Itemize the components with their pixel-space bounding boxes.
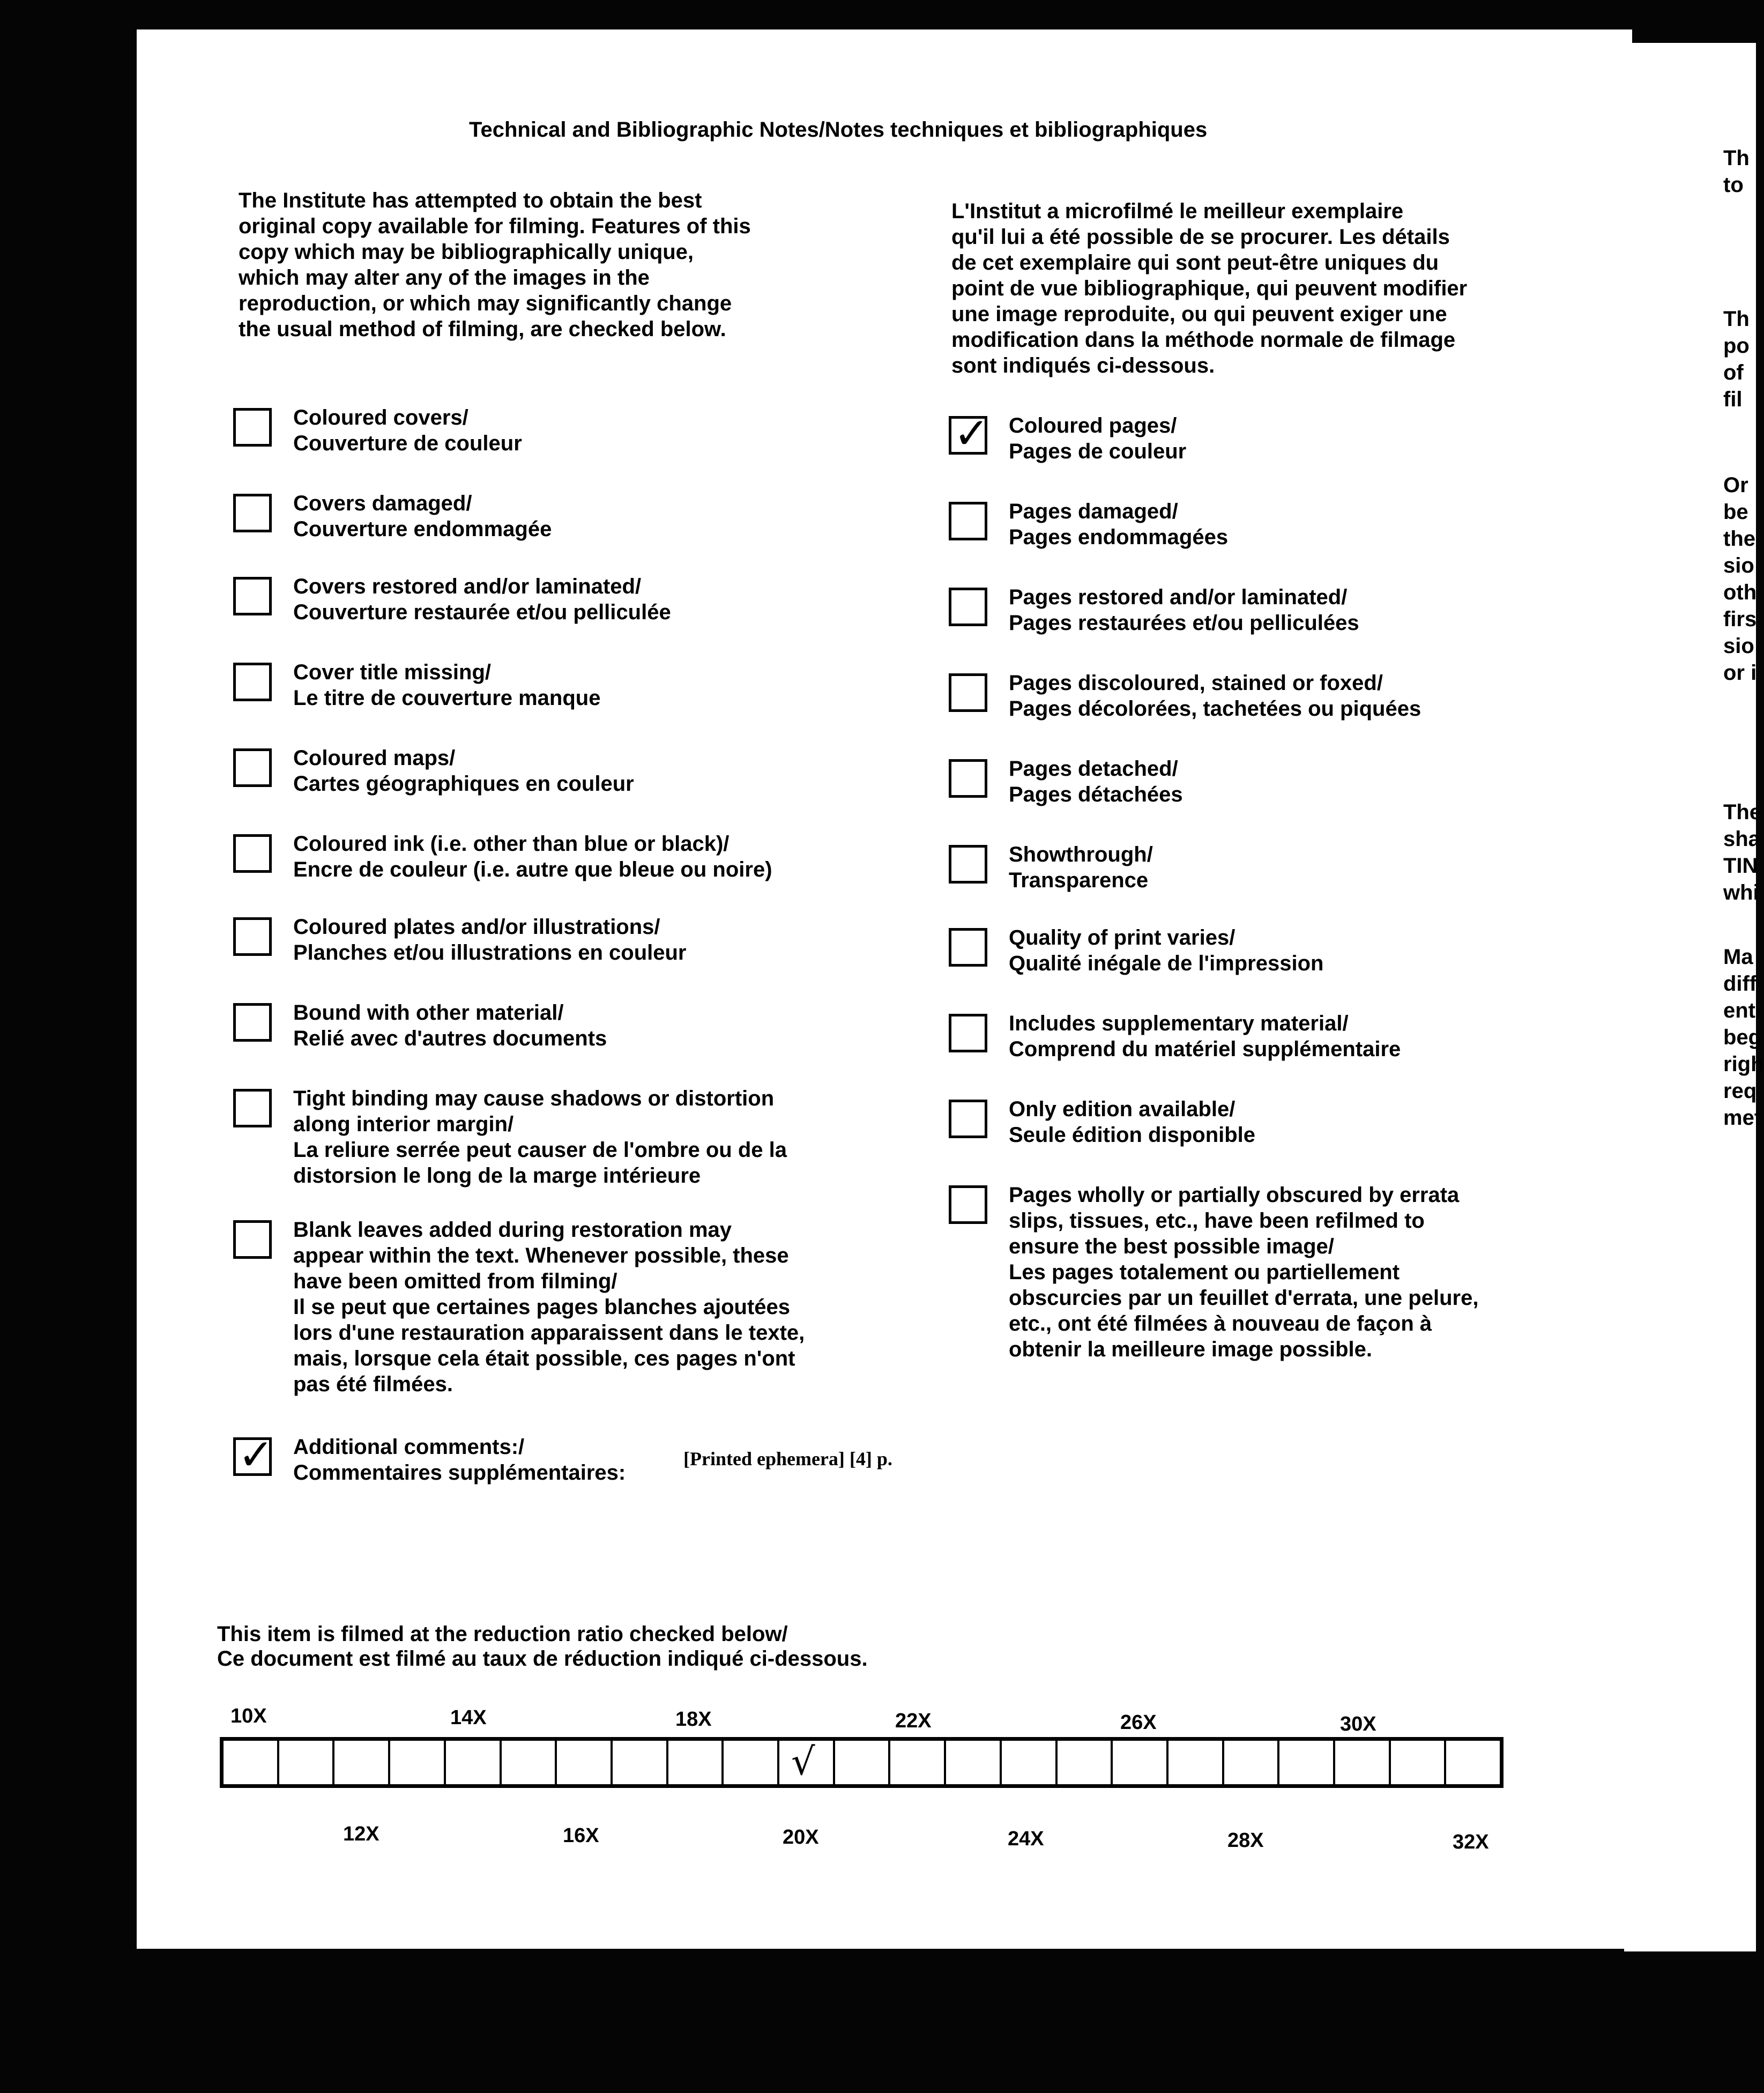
right-item <box>949 409 1187 464</box>
fragment-text: or i <box>1723 661 1757 685</box>
checkbox[interactable] <box>949 928 987 967</box>
left-item-label: Tight binding may cause shadows or distortion along interior margin/ La reliure serrée peut causer de l'ombre ou de la distorsion le long de la marge intérieure <box>293 1087 787 1187</box>
ratio-cell[interactable] <box>890 1741 946 1784</box>
left-item-label: Covers restored and/or laminated/ Couverture restaurée et/ou pelliculée <box>293 575 671 624</box>
ratio-cell[interactable] <box>1279 1741 1335 1784</box>
ratio-tick-label: 20X <box>783 1826 819 1849</box>
notes-page <box>137 29 1632 1949</box>
fragment-text: enti <box>1723 999 1762 1022</box>
right-item-label: Quality of print varies/ Qualité inégale de l'impression <box>1009 926 1324 975</box>
left-item <box>233 659 600 711</box>
checkbox[interactable] <box>949 845 987 884</box>
fragment-text: diff <box>1723 972 1757 996</box>
ratio-check-mark-icon: √ <box>791 1740 815 1784</box>
left-item <box>233 574 671 625</box>
ratio-cell[interactable] <box>668 1741 724 1784</box>
checkbox[interactable] <box>233 408 272 447</box>
fragment-text: righ <box>1723 1052 1764 1076</box>
adjacent-page-fragment <box>1624 43 1764 1951</box>
left-item-label: Cover title missing/ Le titre de couverture manque <box>293 660 601 710</box>
right-item <box>949 842 1153 893</box>
left-item-label: Bound with other material/ Relié avec d'autres documents <box>293 1001 607 1050</box>
ratio-tick-label: 22X <box>895 1710 932 1732</box>
ratio-cell[interactable] <box>724 1741 779 1784</box>
left-item <box>233 831 772 882</box>
checkbox[interactable] <box>949 502 987 540</box>
ratio-cell[interactable] <box>279 1741 335 1784</box>
ratio-cell[interactable] <box>835 1741 891 1784</box>
ratio-tick-label: 16X <box>563 1824 599 1847</box>
left-item <box>233 745 634 797</box>
ratio-tick-label: 28X <box>1227 1829 1264 1852</box>
check-mark-icon: ✓ <box>238 1430 274 1480</box>
fragment-text: Th <box>1723 146 1750 170</box>
ratio-cell[interactable] <box>1391 1741 1447 1784</box>
checkbox[interactable] <box>949 673 987 712</box>
left-item <box>233 1086 787 1189</box>
right-item <box>949 1096 1255 1148</box>
ratio-tick-label: 18X <box>675 1708 712 1731</box>
ratio-cell[interactable] <box>224 1741 279 1784</box>
right-item <box>949 925 1323 976</box>
checkbox[interactable] <box>233 834 272 873</box>
fragment-text: req <box>1723 1079 1757 1103</box>
fragment-text: met <box>1723 1106 1762 1130</box>
right-item-label: Showthrough/ Transparence <box>1009 843 1153 892</box>
left-item <box>233 914 687 966</box>
ratio-cell[interactable] <box>1113 1741 1168 1784</box>
fragment-text: Or <box>1723 473 1748 497</box>
fragment-text: Ma <box>1723 945 1753 969</box>
left-item-label: Coloured plates and/or illustrations/ Planches et/ou illustrations en couleur <box>293 915 687 964</box>
checkbox[interactable] <box>949 588 987 626</box>
fragment-text: beg <box>1723 1026 1762 1049</box>
right-item-label: Pages wholly or partially obscured by errata slips, tissues, etc., have been refilmed to ensure the best possible image/ Les pages totalement ou partiellement obscurcies par un feuillet d'errata, une pelure, etc., ont été filmées à nouveau de façon à obtenir la meilleure image possible. <box>1009 1183 1479 1361</box>
intro-french: L'Institut a microfilmé le meilleur exemplaire qu'il lui a été possible de se procurer. Les détails de cet exemplaire qui sont peut-être uniques du point de vue bibliographique, qui peuvent modifier une image reproduite, ou qui peuvent exiger une modification dans la méthode normale de filmage sont indiqués ci-dessous. <box>951 199 1468 377</box>
left-item <box>233 1430 626 1486</box>
fragment-text: sio <box>1723 554 1754 577</box>
ratio-tick-label: 26X <box>1120 1711 1157 1734</box>
intro-english: The Institute has attempted to obtain the best original copy available for filming. Features of this copy which may be bibliographically unique, which may alter any of the images in the reproduction, or which may significantly change the usual method of filming, are checked below. <box>239 189 751 341</box>
right-item-label: Includes supplementary material/ Comprend du matériel supplémentaire <box>1009 1012 1401 1061</box>
left-item <box>233 1000 607 1051</box>
checkbox[interactable] <box>949 1185 987 1224</box>
ratio-cell[interactable] <box>946 1741 1002 1784</box>
left-item-label: Covers damaged/ Couverture endommagée <box>293 492 552 541</box>
fragment-text: be <box>1723 500 1748 524</box>
ratio-cell[interactable] <box>334 1741 390 1784</box>
right-item-label: Pages restored and/or laminated/ Pages restaurées et/ou pelliculées <box>1009 585 1359 635</box>
right-item <box>949 584 1359 636</box>
checkbox[interactable] <box>233 748 272 787</box>
ratio-tick-label: 30X <box>1340 1713 1376 1735</box>
reduction-ratio-text: This item is filmed at the reduction ratio checked below/ Ce document est filmé au taux de réduction indiqué ci-dessous. <box>217 1622 868 1671</box>
fragment-text: fil <box>1723 388 1743 411</box>
ratio-cell[interactable] <box>1224 1741 1280 1784</box>
checkbox[interactable] <box>233 494 272 532</box>
fragment-text: sha <box>1723 827 1760 851</box>
ratio-cell[interactable] <box>1058 1741 1113 1784</box>
left-item <box>233 1217 805 1397</box>
checkbox[interactable] <box>949 1100 987 1138</box>
left-item-label: Coloured maps/ Cartes géographiques en couleur <box>293 746 634 796</box>
ratio-cell[interactable] <box>390 1741 446 1784</box>
right-item-label: Pages damaged/ Pages endommagées <box>1009 500 1229 549</box>
fragment-text: sio <box>1723 634 1754 658</box>
ratio-cell[interactable] <box>1446 1741 1500 1784</box>
fragment-text: the <box>1723 527 1755 551</box>
fragment-text: to <box>1723 173 1744 197</box>
right-item-label: Pages discoloured, stained or foxed/ Pages décolorées, tachetées ou piquées <box>1009 671 1421 721</box>
fragment-text: TIN <box>1723 854 1758 878</box>
checkbox[interactable] <box>233 917 272 956</box>
ratio-cell[interactable] <box>1002 1741 1058 1784</box>
right-item <box>949 499 1228 550</box>
ratio-tick-label: 24X <box>1008 1828 1044 1850</box>
checkbox[interactable] <box>949 759 987 798</box>
fragment-text: po <box>1723 334 1750 358</box>
checkbox[interactable] <box>233 1220 272 1259</box>
ratio-cell[interactable] <box>1335 1741 1391 1784</box>
left-item-label: Blank leaves added during restoration may appear within the text. Whenever possible, these have been omitted from filming/ Il se peut que certaines pages blanches ajoutées lors d'une restauration apparaissent dans le texte, mais, lorsque cela était possible, ces pages n'ont pas été filmées. <box>293 1218 805 1396</box>
ratio-cell[interactable] <box>1168 1741 1224 1784</box>
fragment-text: Th <box>1723 307 1750 331</box>
right-item <box>949 670 1421 722</box>
ratio-tick-label: 10X <box>230 1705 267 1727</box>
additional-comment-text: [Printed ephemera] [4] p. <box>683 1448 892 1469</box>
checkbox[interactable] <box>233 663 272 701</box>
ratio-cell[interactable] <box>779 1741 835 1784</box>
right-item <box>949 756 1183 807</box>
ratio-cell[interactable] <box>557 1741 613 1784</box>
ratio-tick-label: 12X <box>343 1823 379 1845</box>
left-item <box>233 491 552 542</box>
checkbox[interactable] <box>233 577 272 615</box>
ratio-cell[interactable] <box>502 1741 557 1784</box>
right-item-label: Only edition available/ Seule édition disponible <box>1009 1097 1256 1147</box>
ratio-tick-label: 14X <box>450 1706 487 1729</box>
left-item-label: Coloured covers/ Couverture de couleur <box>293 406 522 455</box>
fragment-text: firs <box>1723 607 1757 631</box>
right-item <box>949 1182 1478 1362</box>
right-item <box>949 1011 1401 1062</box>
left-item <box>233 405 522 456</box>
ratio-tick-label: 32X <box>1453 1831 1489 1853</box>
reduction-ratio-grid <box>220 1737 1504 1788</box>
checkbox[interactable] <box>233 1089 272 1127</box>
checkbox[interactable] <box>949 1014 987 1052</box>
check-mark-icon: ✓ <box>954 409 990 458</box>
fragment-text: oth <box>1723 581 1757 604</box>
fragment-text: The <box>1723 800 1762 824</box>
left-item-label: Coloured ink (i.e. other than blue or black)/ Encre de couleur (i.e. autre que bleue ou noire) <box>293 832 772 881</box>
ratio-cell[interactable] <box>613 1741 668 1784</box>
checkbox[interactable] <box>233 1003 272 1042</box>
right-item-label: Coloured pages/ Pages de couleur <box>1009 414 1187 463</box>
right-item-label: Pages detached/ Pages détachées <box>1009 757 1183 806</box>
fragment-text: of <box>1723 361 1744 384</box>
ratio-cell[interactable] <box>446 1741 502 1784</box>
page-title: Technical and Bibliographic Notes/Notes techniques et bibliographiques <box>469 118 1208 142</box>
checkbox[interactable] <box>233 1430 274 1480</box>
checkbox[interactable] <box>949 409 990 458</box>
left-item-label: Additional comments:/ Commentaires supplémentaires: <box>293 1435 626 1485</box>
fragment-text: whi <box>1723 881 1759 904</box>
